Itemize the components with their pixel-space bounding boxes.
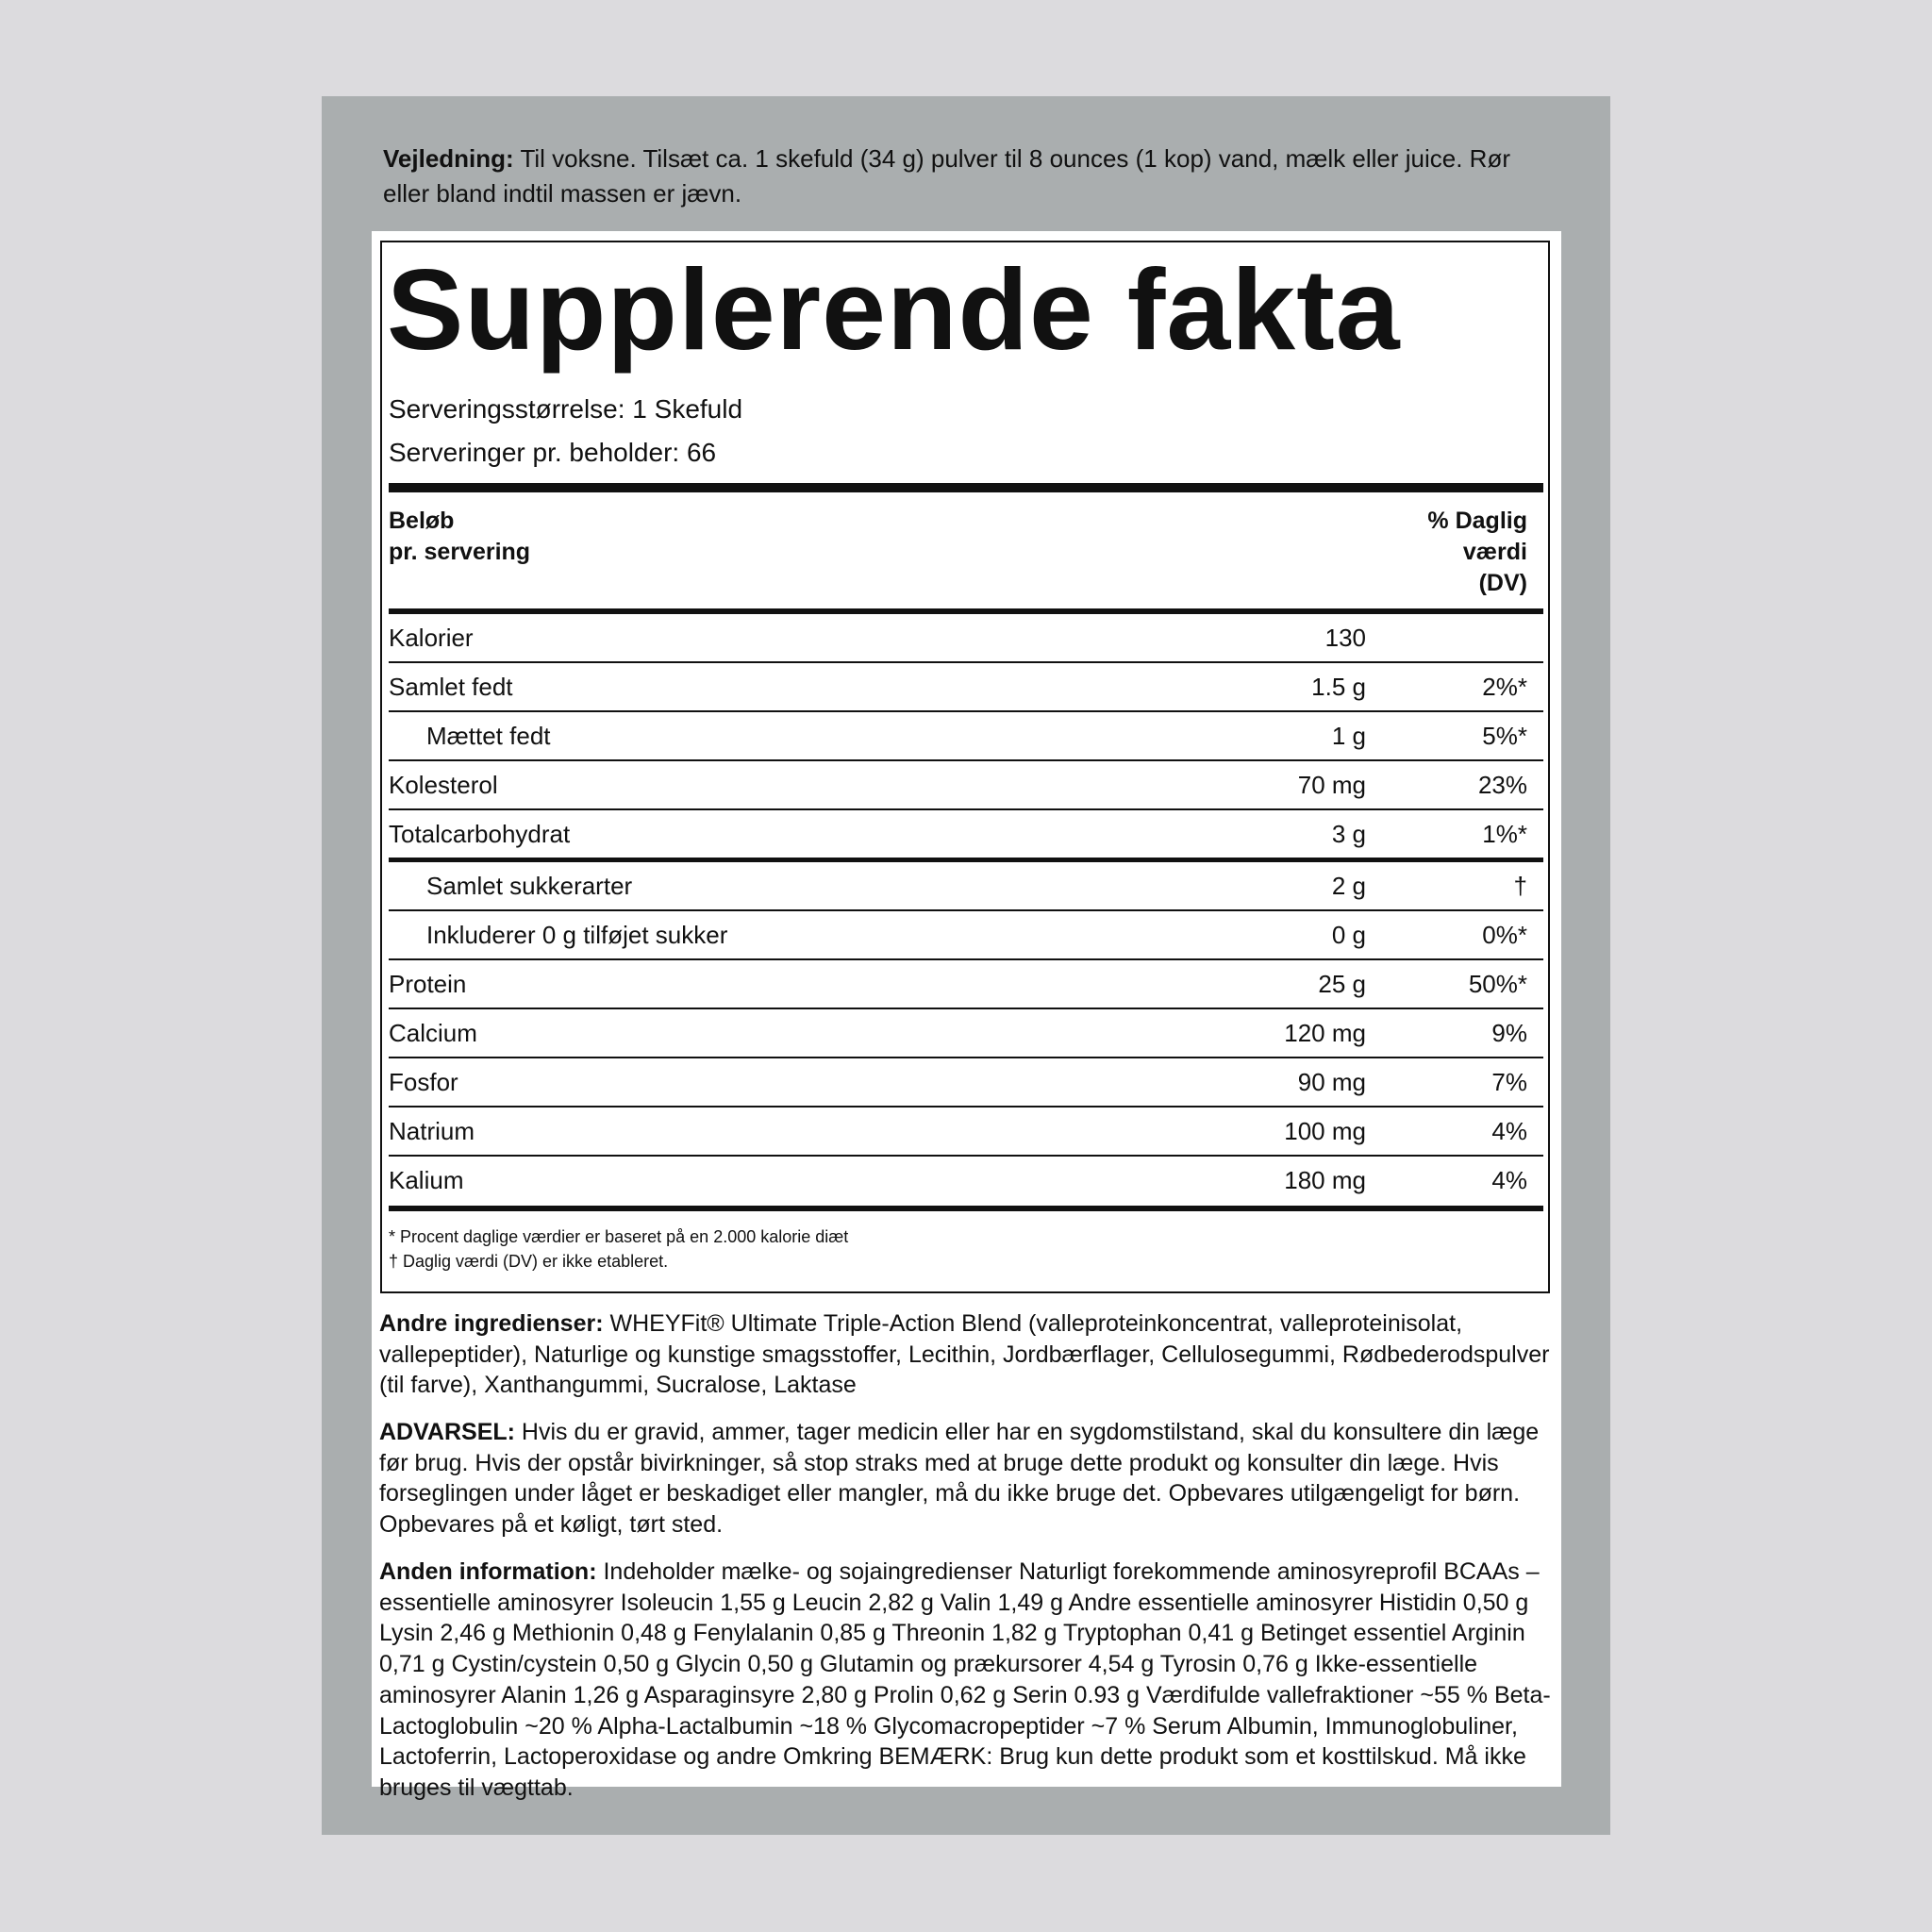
footnote-daily-values: * Procent daglige værdier er baseret på en 2.000 kalorie diæt <box>389 1227 849 1246</box>
nutrient-row-natrium <box>389 1108 1543 1157</box>
facts-title: Supplerende fakta <box>387 245 1401 374</box>
nutrient-dv: 9% <box>1491 1019 1527 1047</box>
nutrient-dv: 5%* <box>1482 722 1527 750</box>
nutrient-amount: 120 mg <box>1284 1019 1366 1047</box>
nutrient-amount: 2 g <box>1331 872 1366 900</box>
directions-label: Vejledning: <box>383 144 514 173</box>
nutrient-name: Mættet fedt <box>426 722 551 750</box>
nutrient-amount: 25 g <box>1318 970 1366 998</box>
header-dv-line2: værdi <box>1462 539 1527 565</box>
directions-text <box>383 142 1543 211</box>
warning-label: ADVARSEL: <box>379 1419 515 1445</box>
directions-body: Til voksne. Tilsæt ca. 1 skefuld (34 g) pulver til 8 ounces (1 kop) vand, mælk eller juice. Rør eller bland indtil massen er jævn. <box>383 144 1510 208</box>
header-dv-line1: % Daglig <box>1427 508 1527 534</box>
servings-per-container: Serveringer pr. beholder: 66 <box>389 438 717 467</box>
serving-size: Serveringsstørrelse: 1 Skefuld <box>389 394 743 424</box>
nutrient-name: Kolesterol <box>389 771 498 799</box>
nutrient-name: Calcium <box>389 1019 477 1047</box>
footnote-dv-not-established: † Daglig værdi (DV) er ikke etableret. <box>389 1252 669 1271</box>
nutrient-amount: 100 mg <box>1284 1117 1366 1145</box>
nutrient-dv: 1%* <box>1482 820 1527 848</box>
other-ingredients-label: Andre ingredienser: <box>379 1310 604 1337</box>
nutrient-row-kalorier <box>389 614 1543 663</box>
nutrient-amount: 90 mg <box>1297 1068 1366 1096</box>
nutrient-amount: 1 g <box>1331 722 1366 750</box>
header-amount <box>389 506 530 568</box>
header-daily-value <box>1427 506 1527 599</box>
nutrient-dv: † <box>1513 872 1527 900</box>
nutrient-name: Protein <box>389 970 467 998</box>
warning <box>379 1417 1558 1541</box>
nutrient-name: Inkluderer 0 g tilføjet sukker <box>426 921 728 949</box>
nutrient-dv: 7% <box>1491 1068 1527 1096</box>
nutrient-name: Natrium <box>389 1117 475 1145</box>
thick-divider-bottom <box>389 1206 1543 1211</box>
header-dv-line3: (DV) <box>1478 570 1527 596</box>
other-ingredients <box>379 1308 1558 1401</box>
nutrient-amount: 3 g <box>1331 820 1366 848</box>
nutrient-dv: 0%* <box>1482 921 1527 949</box>
nutrient-row-kolesterol <box>389 761 1543 810</box>
nutrient-row-kalium <box>389 1157 1543 1206</box>
nutrient-name: Kalorier <box>389 624 474 652</box>
nutrient-row-samlet-sukkerarter <box>389 862 1543 911</box>
nutrient-name: Samlet sukkerarter <box>426 872 633 900</box>
other-ingredients-body: WHEYFit® Ultimate Triple-Action Blend (valleproteinkoncentrat, valleproteinisolat, vallepeptider), Naturlige og kunstige smagsstoffer, Lecithin, Jordbærflager, Cellulosegummi, Rødbederodspulver (til farve), Xanthangummi, Sucralose, Laktase <box>379 1310 1550 1399</box>
other-information-body: Indeholder mælke- og sojaingredienser Naturligt forekommende aminosyreprofil BCAAs – essentielle aminosyrer Isoleucin 1,55 g Leucin 2,82 g Valin 1,49 g Andre essentielle aminosyrer Histidin 0,50 g Lysin 2,46 g Methionin 0,48 g Fenylalanin 0,85 g Threonin 1,82 g Tryptophan 0,41 g Betinget essentiel Arginin 0,71 g Cystin/cystein 0,50 g Glycin 0,50 g Glutamin og prækursorer 4,54 g Tyrosin 0,76 g Ikke-essentielle aminosyrer Alanin 1,26 g Asparaginsyre 2,80 g Prolin 0,62 g Serin 0.93 g Værdifulde vallefraktioner ~55 % Beta-Lactoglobulin ~20 % Alpha-Lactalbumin ~18 % Glycomacropeptider ~7 % Serum Albumin, Immunoglobuliner, Lactoferrin, Lactoperoxidase og andre Omkring BEMÆRK: Brug kun dette produkt som et kosttilskud. Må ikke bruges til vægttab. <box>379 1558 1551 1801</box>
other-information <box>379 1557 1558 1804</box>
nutrient-row-protein <box>389 960 1543 1009</box>
nutrient-row-fosfor <box>389 1058 1543 1108</box>
nutrient-dv: 4% <box>1491 1117 1527 1145</box>
nutrient-amount: 180 mg <box>1284 1166 1366 1194</box>
nutrient-name: Totalcarbohydrat <box>389 820 571 848</box>
nutrient-amount: 0 g <box>1331 921 1366 949</box>
nutrient-amount: 70 mg <box>1297 771 1366 799</box>
nutrient-name: Samlet fedt <box>389 673 513 701</box>
nutrient-dv: 50%* <box>1468 970 1527 998</box>
thick-divider-top <box>389 483 1543 492</box>
nutrient-amount: 1.5 g <box>1311 673 1366 701</box>
nutrient-row-totalcarbohydrat <box>389 810 1543 862</box>
header-amount-line2: pr. servering <box>389 539 531 565</box>
nutrient-name: Fosfor <box>389 1068 458 1096</box>
nutrient-dv: 4% <box>1491 1166 1527 1194</box>
nutrient-row-maettet-fedt <box>389 712 1543 761</box>
nutrient-row-calcium <box>389 1009 1543 1058</box>
nutrient-dv: 2%* <box>1482 673 1527 701</box>
nutrient-row-samlet-fedt <box>389 663 1543 712</box>
other-information-label: Anden information: <box>379 1558 597 1585</box>
nutrient-row-tilfoejet-sukker <box>389 911 1543 960</box>
nutrient-amount: 130 <box>1324 624 1366 652</box>
nutrient-dv: 23% <box>1477 771 1527 799</box>
warning-body: Hvis du er gravid, ammer, tager medicin eller har en sygdomstilstand, skal du konsultere din læge før brug. Hvis der opstår bivirkninger, så stop straks med at bruge dette produkt og konsulter din læge. Hvis forseglingen under låget er beskadiget eller mangler, må du ikke bruge det. Opbevares utilgængeligt for børn. Opbevares på et køligt, tørt sted. <box>379 1419 1540 1539</box>
nutrient-name: Kalium <box>389 1166 464 1194</box>
header-amount-line1: Beløb <box>389 508 455 534</box>
